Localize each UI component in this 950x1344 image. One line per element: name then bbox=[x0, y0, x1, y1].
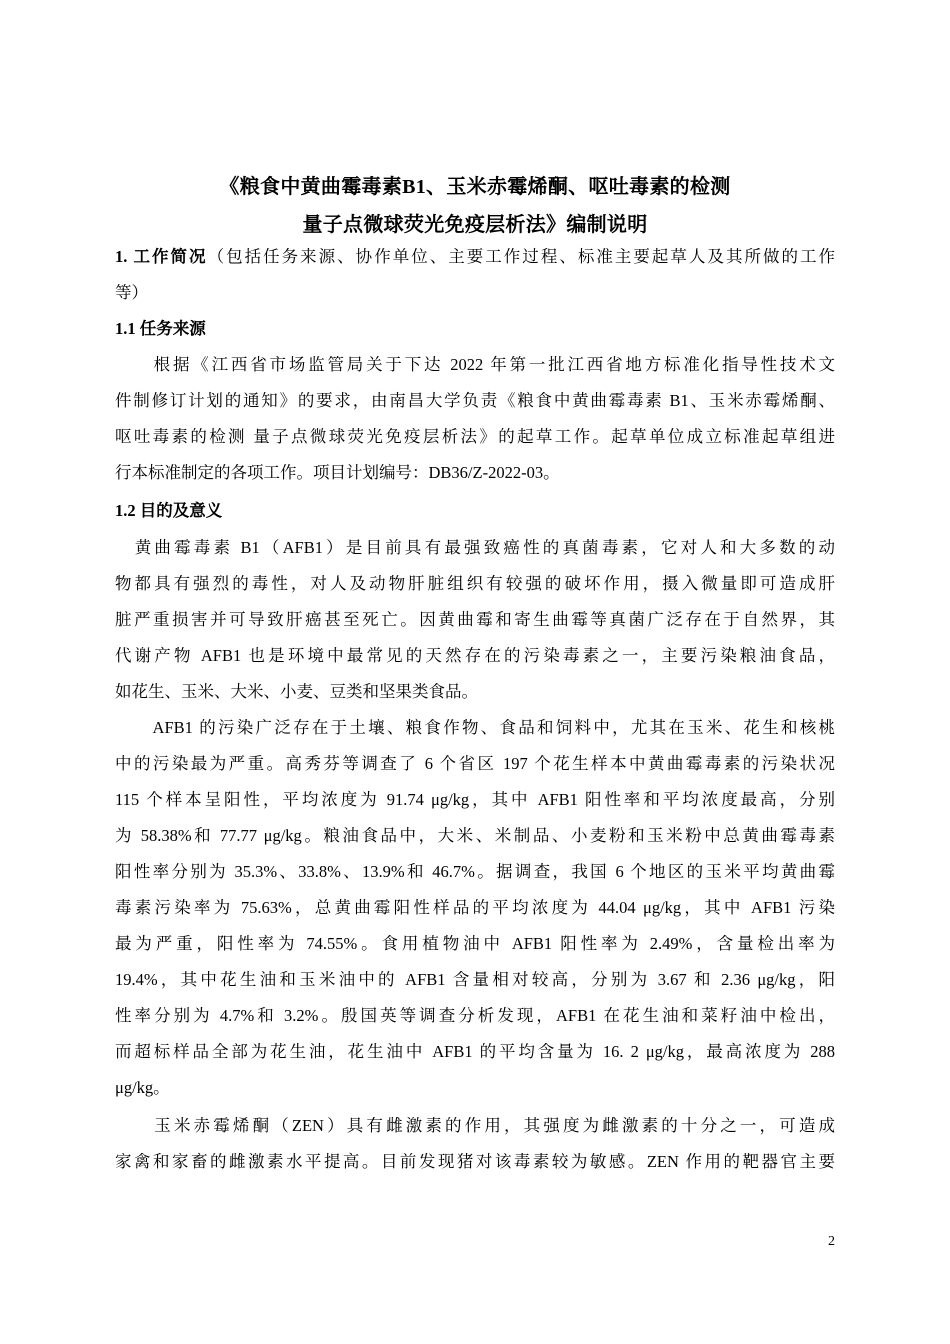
paragraph-line: 毒素污染率为 75.63%，总黄曲霉阳性样品的平均浓度为 44.04 μg/kg，其中 AFB1 污染 bbox=[115, 898, 835, 917]
paragraph-line: 而超标样品全部为花生油，花生油中 AFB1 的平均含量为 16. 2 μg/kg，最高浓度为 288 bbox=[115, 1042, 835, 1061]
section-1-2-heading: 1.2 目的及意义 bbox=[115, 501, 223, 520]
paragraph-line: 物都具有强烈的毒性，对人及动物肝脏组织有较强的破坏作用，摄入微量即可造成肝 bbox=[115, 574, 835, 593]
paragraph-line: 件制修订计划的通知》的要求，由南昌大学负责《粮食中黄曲霉毒素 B1、玉米赤霉烯酮、 bbox=[115, 391, 835, 410]
paragraph-line: 性率分别为 4.7%和 3.2%。殷国英等调查分析发现，AFB1 在花生油和菜籽油中检出， bbox=[115, 1006, 835, 1025]
paragraph-line: 为 58.38%和 77.77 μg/kg。粮油食品中，大米、米制品、小麦粉和玉米粉中总黄曲霉毒素 bbox=[115, 826, 835, 845]
section-1-1-heading: 1.1 任务来源 bbox=[115, 319, 206, 338]
document-title-line-1: 《粮食中黄曲霉毒素B1、玉米赤霉烯酮、呕吐毒素的检测 bbox=[219, 176, 731, 198]
section-1-heading-note-cont: 等） bbox=[115, 283, 148, 302]
paragraph-line: 黄曲霉毒素 B1（AFB1）是目前具有最强致癌性的真菌毒素，它对人和大多数的动 bbox=[115, 538, 835, 557]
paragraph-line: 玉米赤霉烯酮（ZEN）具有雌激素的作用，其强度为雌激素的十分之一，可造成 bbox=[115, 1116, 835, 1135]
paragraph-line: 阳性率分别为 35.3%、33.8%、13.9%和 46.7%。据调查，我国 6 个地区的玉米平均黄曲霉 bbox=[115, 862, 835, 881]
paragraph-line: 115 个样本呈阳性，平均浓度为 91.74 μg/kg，其中 AFB1 阳性率和平均浓度最高，分别 bbox=[115, 790, 835, 809]
section-1-heading-note: （包括任务来源、协作单位、主要工作过程、标准主要起草人及其所做的工作 bbox=[207, 247, 836, 266]
paragraph-line: μg/kg。 bbox=[115, 1078, 170, 1097]
paragraph-line: 代谢产物 AFB1 也是环境中最常见的天然存在的污染毒素之一，主要污染粮油食品， bbox=[115, 646, 835, 665]
section-1-heading-line bbox=[115, 245, 835, 269]
paragraph-line: 根据《江西省市场监管局关于下达 2022 年第一批江西省地方标准化指导性技术文 bbox=[115, 355, 835, 374]
paragraph-line: 呕吐毒素的检测 量子点微球荧光免疫层析法》的起草工作。起草单位成立标准起草组进 bbox=[115, 427, 835, 446]
paragraph-line: 行本标准制定的各项工作。项目计划编号：DB36/Z-2022-03。 bbox=[115, 463, 560, 482]
paragraph-line: 脏严重损害并可导致肝癌甚至死亡。因黄曲霉和寄生曲霉等真菌广泛存在于自然界，其 bbox=[115, 610, 835, 629]
paragraph-line: 中的污染最为严重。高秀芬等调查了 6 个省区 197 个花生样本中黄曲霉毒素的污染状况 bbox=[115, 754, 835, 773]
section-1-heading: 1. 工作简况 bbox=[115, 247, 208, 266]
document-title-line-2: 量子点微球荧光免疫层析法》编制说明 bbox=[302, 214, 648, 236]
paragraph-line: AFB1 的污染广泛存在于土壤、粮食作物、食品和饲料中，尤其在玉米、花生和核桃 bbox=[115, 718, 835, 737]
paragraph-line: 家禽和家畜的雌激素水平提高。目前发现猪对该毒素较为敏感。ZEN 作用的靶器官主要 bbox=[115, 1152, 835, 1171]
paragraph-line: 如花生、玉米、大米、小麦、豆类和坚果类食品。 bbox=[115, 682, 478, 701]
paragraph-line: 19.4%，其中花生油和玉米油中的 AFB1 含量相对较高，分别为 3.67 和 2.36 μg/kg，阳 bbox=[115, 970, 835, 989]
page-number: 2 bbox=[828, 1234, 835, 1249]
paragraph-line: 最为严重，阳性率为 74.55%。食用植物油中 AFB1 阳性率为 2.49%，含量检出率为 bbox=[115, 934, 835, 953]
